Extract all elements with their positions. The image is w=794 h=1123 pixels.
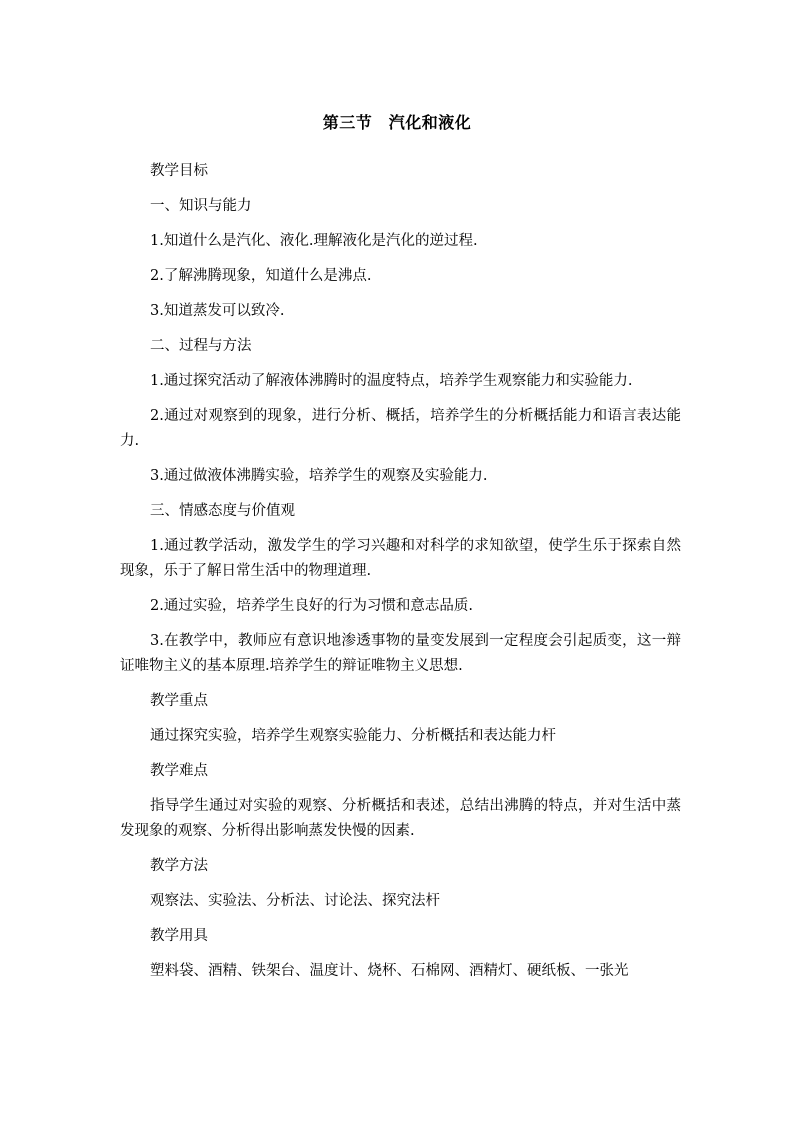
heading-key-points: 教学重点 <box>150 693 208 709</box>
paragraph: 观察法、实验法、分析法、讨论法、探究法杆 <box>150 893 440 909</box>
paragraph: 2.通过对观察到的现象，进行分析、概括，培养学生的分析概括能力和语言表达能力. <box>120 408 681 449</box>
paragraph: 塑料袋、酒精、铁架台、温度计、烧杯、石棉网、酒精灯、硬纸板、一张光 <box>150 963 629 979</box>
paragraph: 通过探究实验，培养学生观察实验能力、分析概括和表达能力杆 <box>150 728 556 744</box>
paragraph: 1.通过探究活动了解液体沸腾时的温度特点，培养学生观察能力和实验能力. <box>150 373 633 389</box>
section-emotion-values: 三、情感态度与价值观 <box>150 503 295 519</box>
paragraph: 3.在教学中，教师应有意识地渗透事物的量变发展到一定程度会引起质变，这一辩证唯物主义的基本原理.培养学生的辩证唯物主义思想. <box>120 633 681 674</box>
paragraph: 2.通过实验，培养学生良好的行为习惯和意志品质. <box>150 598 473 614</box>
section-process-method: 二、过程与方法 <box>150 338 252 354</box>
paragraph: 1.通过教学活动，激发学生的学习兴趣和对科学的求知欲望，使学生乐于探索自然现象，乐于了解日常生活中的物理道理. <box>120 538 681 579</box>
paragraph: 3.知道蒸发可以致冷. <box>150 303 285 319</box>
document-title: 第三节 汽化和液化 <box>322 113 472 132</box>
heading-teaching-objectives: 教学目标 <box>150 163 208 179</box>
paragraph: 3.通过做液体沸腾实验，培养学生的观察及实验能力. <box>150 468 488 484</box>
heading-difficult-points: 教学难点 <box>150 763 208 779</box>
section-knowledge-ability: 一、知识与能力 <box>150 198 252 214</box>
paragraph: 1.知道什么是汽化、液化.理解液化是汽化的逆过程. <box>150 233 478 249</box>
paragraph: 2.了解沸腾现象，知道什么是沸点. <box>150 268 372 284</box>
paragraph: 指导学生通过对实验的观察、分析概括和表述，总结出沸腾的特点，并对生活中蒸发现象的观察、分析得出影响蒸发快慢的因素. <box>120 798 681 839</box>
heading-teaching-tools: 教学用具 <box>150 928 208 944</box>
heading-teaching-methods: 教学方法 <box>150 858 208 874</box>
document-body <box>120 159 681 994</box>
